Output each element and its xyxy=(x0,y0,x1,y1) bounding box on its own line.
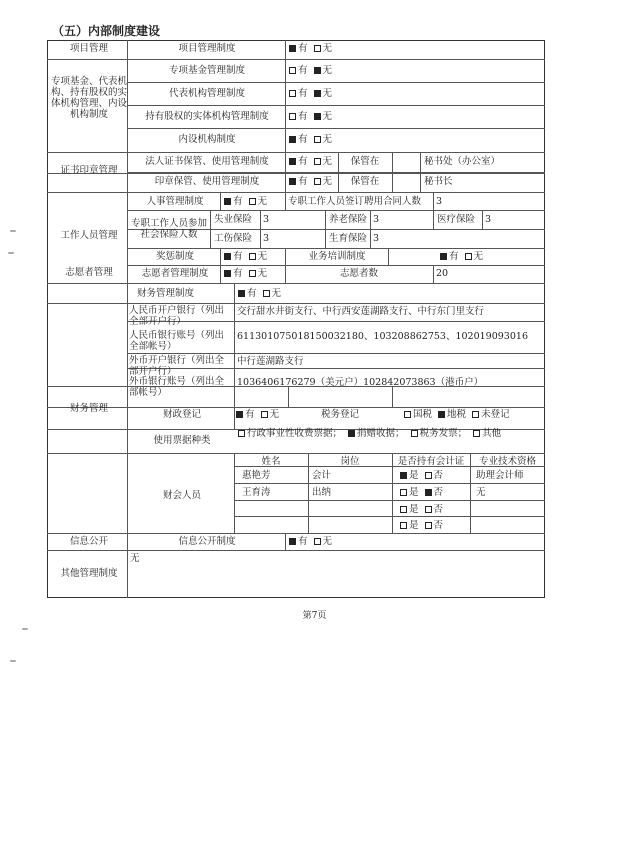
empty-checkbox[interactable] xyxy=(465,253,472,260)
grid-line xyxy=(288,386,289,407)
hr-system-label: 人事管理制度 xyxy=(146,196,204,207)
option-label: 无 xyxy=(269,409,280,420)
option-label: 否 xyxy=(433,487,444,498)
empty-checkbox[interactable] xyxy=(261,411,268,418)
checked-box[interactable] xyxy=(289,538,296,545)
page-number: 第7页 xyxy=(302,611,327,621)
empty-checkbox[interactable] xyxy=(249,270,256,277)
grid-line xyxy=(285,152,286,192)
insurance-count-value: 3 xyxy=(263,233,270,244)
option-label: 无 xyxy=(257,268,268,279)
grid-line xyxy=(47,283,545,284)
staff-post-cell: 出纳 xyxy=(312,487,332,498)
rmb-account-value: 611301075018150032180、103208862753、102019093016 xyxy=(237,331,528,342)
option-label: 是 xyxy=(409,487,425,498)
checked-box[interactable] xyxy=(440,253,447,260)
empty-checkbox[interactable] xyxy=(400,506,407,513)
scan-mark xyxy=(10,230,16,232)
grid-line xyxy=(127,353,545,354)
section-volunteer: 志愿者管理 xyxy=(65,267,113,278)
checked-box[interactable] xyxy=(348,430,355,437)
empty-checkbox[interactable] xyxy=(400,522,407,529)
grid-line xyxy=(127,82,545,83)
option-label: 捐赠收据； xyxy=(357,428,411,439)
insurance-count-value: 3 xyxy=(485,214,492,225)
grid-line xyxy=(47,303,545,304)
seal-place-label: 保管在 xyxy=(350,176,380,187)
empty-checkbox[interactable] xyxy=(425,522,432,529)
section-project: 项目管理 xyxy=(69,43,108,54)
option-label: 未登记 xyxy=(481,409,516,420)
section-other: 其他管理制度 xyxy=(60,568,118,579)
grid-line xyxy=(234,303,235,386)
volunteer-system-label: 志愿者管理制度 xyxy=(141,268,209,279)
special-system-yesno xyxy=(289,65,332,76)
section-seal: 证书印章管理 xyxy=(60,165,118,176)
option-label: 是 xyxy=(409,504,425,515)
option-label: 否 xyxy=(433,520,444,531)
special-system-label: 代表机构管理制度 xyxy=(168,88,245,99)
empty-checkbox[interactable] xyxy=(289,113,296,120)
fiscal-reg-yesno xyxy=(236,409,279,420)
checked-box[interactable] xyxy=(224,198,231,205)
grid-line xyxy=(47,550,545,551)
option-label: 否 xyxy=(433,470,444,481)
option-label: 否 xyxy=(433,504,444,515)
grid-line xyxy=(234,483,545,484)
checked-box[interactable] xyxy=(289,178,296,185)
empty-checkbox[interactable] xyxy=(425,506,432,513)
grid-line xyxy=(220,265,221,283)
empty-checkbox[interactable] xyxy=(249,253,256,260)
special-system-label: 专项基金管理制度 xyxy=(168,65,245,76)
checked-box[interactable] xyxy=(314,90,321,97)
staff-column-header: 岗位 xyxy=(340,456,360,467)
option-label: 有 xyxy=(298,176,314,187)
option-label: 有 xyxy=(298,88,314,99)
staff-name-cell: 王育涛 xyxy=(242,487,271,498)
grid-line xyxy=(433,210,434,229)
checked-box[interactable] xyxy=(289,45,296,52)
insurance-type-label: 养老保险 xyxy=(329,214,368,225)
grid-line xyxy=(285,248,286,265)
grid-line xyxy=(234,386,235,407)
option-label: 有 xyxy=(233,251,249,262)
option-label: 有 xyxy=(233,268,249,279)
grid-line xyxy=(220,192,221,210)
checked-box[interactable] xyxy=(289,158,296,165)
empty-checkbox[interactable] xyxy=(263,290,270,297)
insurance-count-label: 专职工作人员参加社会保险人数 xyxy=(130,218,207,240)
grid-line xyxy=(234,500,545,501)
special-system-yesno xyxy=(289,134,332,145)
option-label: 无 xyxy=(257,251,268,262)
option-label: 是 xyxy=(409,470,425,481)
disclosure-system-label: 信息公开制度 xyxy=(178,536,236,547)
empty-checkbox[interactable] xyxy=(314,136,321,143)
staff-column-header: 专业技术资格 xyxy=(478,456,536,467)
grid-line xyxy=(234,283,235,303)
volunteer-count-value: 20 xyxy=(436,268,449,279)
staff-column-header: 姓名 xyxy=(261,456,281,467)
option-label: 无 xyxy=(322,176,333,187)
finance-system-yesno xyxy=(238,288,281,299)
empty-checkbox[interactable] xyxy=(404,411,411,418)
insurance-count-value: 3 xyxy=(373,214,380,225)
fx-bank-label: 外币开户银行（列出全部开户行） xyxy=(129,355,225,377)
grid-line xyxy=(420,152,421,192)
option-label: 有 xyxy=(233,196,249,207)
grid-line xyxy=(127,248,545,249)
invoice-type-options xyxy=(238,428,507,439)
option-label: 其他 xyxy=(482,428,508,439)
finance-staff-label: 财会人员 xyxy=(162,490,201,501)
seal-place-label: 保管在 xyxy=(350,156,380,167)
section-special-funds: 专项基金、代表机构、持有股权的实体机构管理、内设机构制度 xyxy=(51,76,128,120)
special-system-label: 内设机构制度 xyxy=(178,134,236,145)
insurance-count-value: 3 xyxy=(373,233,380,244)
page-heading: （五）内部制度建设 xyxy=(52,24,161,38)
staff-cert-cell xyxy=(400,470,443,481)
seal-place-value: 秘书长 xyxy=(424,176,453,187)
grid-line xyxy=(482,210,483,229)
checked-box[interactable] xyxy=(236,411,243,418)
option-label: 行政事业性收费票据； xyxy=(247,428,349,439)
tax-reg-options xyxy=(404,409,516,420)
grid-line xyxy=(285,192,286,210)
seal-system-yesno xyxy=(289,156,332,167)
insurance-type-label: 生育保险 xyxy=(329,233,368,244)
contract-count-label: 专职工作人员签订聘用合同人数 xyxy=(288,196,422,207)
empty-checkbox[interactable] xyxy=(314,45,321,52)
checked-box[interactable] xyxy=(224,253,231,260)
special-system-yesno xyxy=(289,111,332,122)
option-label: 有 xyxy=(298,536,314,547)
training-system-label: 业务培训制度 xyxy=(308,251,366,262)
other-system-value: 无 xyxy=(130,553,140,564)
staff-cert-cell xyxy=(400,487,443,498)
grid-line xyxy=(127,128,545,129)
option-label: 有 xyxy=(298,156,314,167)
grid-line xyxy=(47,192,545,193)
empty-checkbox[interactable] xyxy=(238,430,245,437)
empty-checkbox[interactable] xyxy=(473,430,480,437)
option-label: 无 xyxy=(322,88,333,99)
grid-line xyxy=(127,40,128,598)
option-label: 无 xyxy=(271,288,282,299)
training-system-yesno xyxy=(440,251,483,262)
grid-line xyxy=(285,40,286,152)
option-label: 税务发票； xyxy=(419,428,474,439)
empty-checkbox[interactable] xyxy=(411,430,418,437)
rmb-account-label: 人民币银行账号（列出全部帐号） xyxy=(129,330,225,352)
staff-title-cell: 无 xyxy=(476,487,486,498)
grid-line xyxy=(47,533,545,534)
checked-box[interactable] xyxy=(314,67,321,74)
option-label: 有 xyxy=(449,251,465,262)
empty-checkbox[interactable] xyxy=(314,178,321,185)
option-label: 有 xyxy=(298,134,314,145)
empty-checkbox[interactable] xyxy=(472,411,479,418)
section-finance: 财务管理 xyxy=(69,403,108,414)
empty-checkbox[interactable] xyxy=(425,472,432,479)
special-system-yesno xyxy=(289,88,332,99)
grid-line xyxy=(127,172,545,173)
contract-count-value: 3 xyxy=(436,196,443,207)
option-label: 无 xyxy=(322,65,333,76)
checked-box[interactable] xyxy=(438,411,445,418)
option-label: 有 xyxy=(298,111,314,122)
option-label: 无 xyxy=(473,251,484,262)
project-system-label: 项目管理制度 xyxy=(178,43,236,54)
section-disclosure: 信息公开 xyxy=(69,536,108,547)
empty-checkbox[interactable] xyxy=(289,67,296,74)
option-label: 有 xyxy=(298,43,314,54)
staff-name-cell: 惠艳芳 xyxy=(242,470,271,481)
option-label: 无 xyxy=(322,536,333,547)
empty-checkbox[interactable] xyxy=(289,90,296,97)
fx-account-value: 1036406176279（美元户）102842073863（港币户） xyxy=(237,377,484,388)
grid-line xyxy=(433,265,434,283)
grid-line xyxy=(338,152,339,192)
section-staff: 工作人员管理 xyxy=(60,230,118,241)
empty-checkbox[interactable] xyxy=(314,538,321,545)
finance-system-label: 财务管理制度 xyxy=(137,288,195,299)
option-label: 无 xyxy=(322,134,333,145)
grid-line xyxy=(234,516,545,517)
checked-box[interactable] xyxy=(238,290,245,297)
reward-system-yesno xyxy=(224,251,267,262)
grid-line xyxy=(370,210,371,248)
scan-mark xyxy=(10,660,16,662)
volunteer-count-label: 志愿者数 xyxy=(339,268,378,279)
grid-line xyxy=(127,105,545,106)
checked-box[interactable] xyxy=(425,489,432,496)
option-label: 有 xyxy=(245,409,261,420)
option-label: 是 xyxy=(409,520,425,531)
insurance-type-label: 医疗保险 xyxy=(437,214,476,225)
special-system-label: 持有股权的实体机构管理制度 xyxy=(145,111,269,122)
staff-post-cell: 会计 xyxy=(312,470,332,481)
tax-reg-label: 税务登记 xyxy=(320,409,359,420)
grid-line xyxy=(392,386,393,407)
reward-system-label: 奖惩制度 xyxy=(155,251,194,262)
rmb-bank-label: 人民币开户银行（列出全部开户行） xyxy=(129,305,225,327)
grid-line xyxy=(433,192,434,210)
grid-line xyxy=(210,210,211,248)
fx-bank-value: 中行莲湖路支行 xyxy=(237,356,304,367)
option-label: 无 xyxy=(322,156,333,167)
disclosure-system-yesno xyxy=(289,536,332,547)
grid-line xyxy=(47,59,545,60)
fiscal-reg-label: 财政登记 xyxy=(162,409,201,420)
checked-box[interactable] xyxy=(289,136,296,143)
grid-line xyxy=(47,152,545,153)
option-label: 地税 xyxy=(447,409,473,420)
checked-box[interactable] xyxy=(400,472,407,479)
seal-system-yesno xyxy=(289,176,332,187)
empty-checkbox[interactable] xyxy=(249,198,256,205)
insurance-type-label: 失业保险 xyxy=(214,214,253,225)
option-label: 有 xyxy=(247,288,263,299)
invoice-type-label: 使用票据种类 xyxy=(153,435,211,446)
option-label: 无 xyxy=(322,111,333,122)
checked-box[interactable] xyxy=(314,113,321,120)
option-label: 有 xyxy=(298,65,314,76)
staff-column-header: 是否持有会计证 xyxy=(397,456,465,467)
grid-line xyxy=(234,407,235,429)
grid-line xyxy=(325,210,326,248)
grid-line xyxy=(220,248,221,265)
hr-system-yesno xyxy=(224,196,267,207)
project-system-yesno xyxy=(289,43,332,54)
grid-line xyxy=(127,265,545,266)
option-label: 国税 xyxy=(413,409,439,420)
seal-system-label: 印章保管、使用管理制度 xyxy=(154,176,260,187)
seal-place-value: 秘书处（办公室） xyxy=(424,156,501,167)
scan-mark xyxy=(22,628,28,630)
seal-system-label: 法人证书保管、使用管理制度 xyxy=(145,156,269,167)
option-label: 无 xyxy=(257,196,268,207)
fx-account-label: 外币银行账号（列出全部帐号） xyxy=(129,376,225,398)
volunteer-system-yesno xyxy=(224,268,267,279)
option-label: 无 xyxy=(322,43,333,54)
staff-cert-cell xyxy=(400,520,443,531)
grid-line xyxy=(260,210,261,248)
grid-line xyxy=(285,533,286,550)
empty-checkbox[interactable] xyxy=(314,158,321,165)
grid-line xyxy=(392,152,393,192)
grid-line xyxy=(388,248,389,265)
insurance-type-label: 工伤保险 xyxy=(214,233,253,244)
empty-checkbox[interactable] xyxy=(400,489,407,496)
scan-mark xyxy=(8,252,14,254)
staff-cert-cell xyxy=(400,504,443,515)
staff-title-cell: 助理会计师 xyxy=(476,470,524,481)
checked-box[interactable] xyxy=(224,270,231,277)
rmb-bank-value: 交行甜水井街支行、中行西安莲湖路支行、中行东门里支行 xyxy=(237,306,485,317)
insurance-count-value: 3 xyxy=(263,214,270,225)
grid-line xyxy=(285,265,286,283)
